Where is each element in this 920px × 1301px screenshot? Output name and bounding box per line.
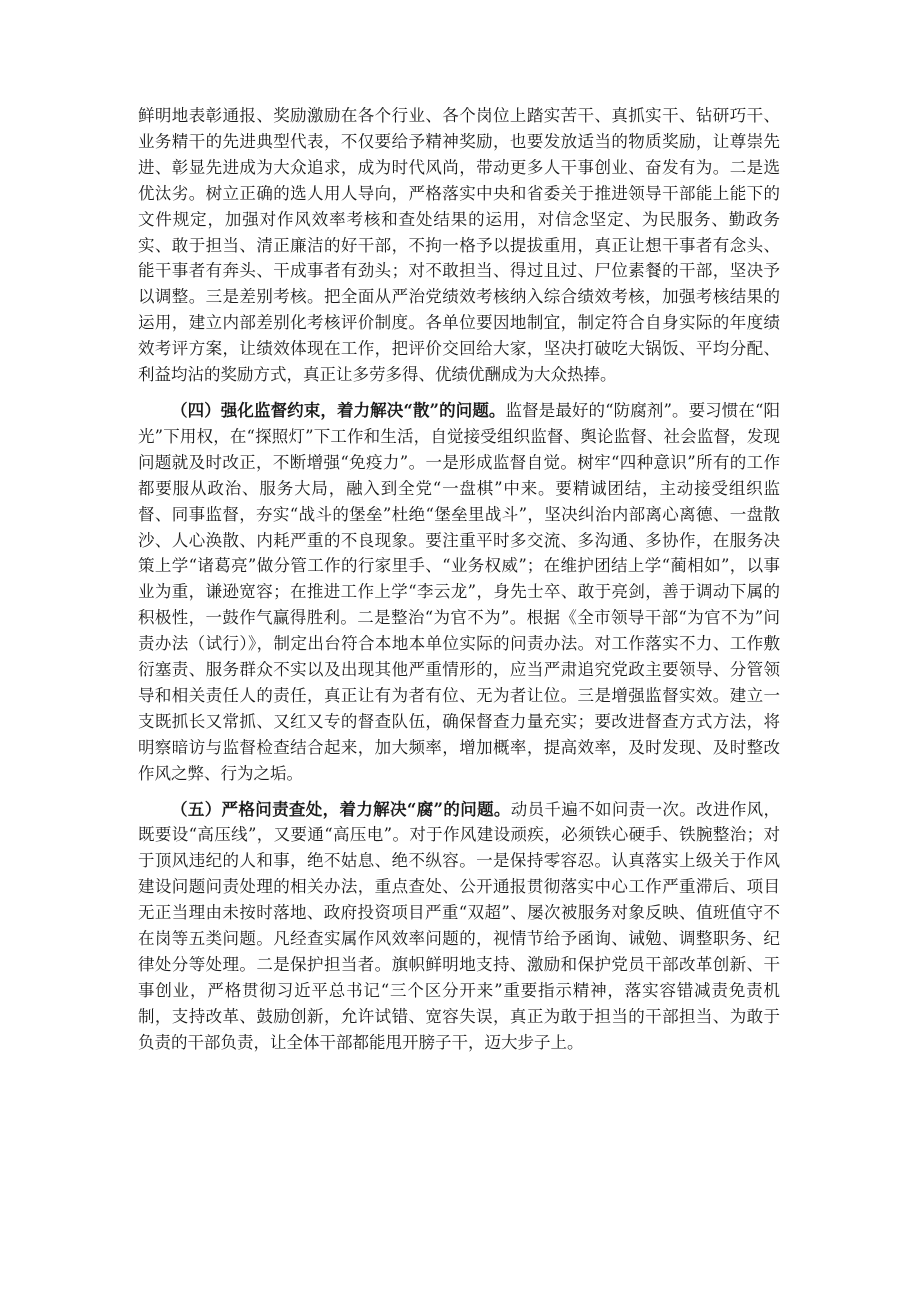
paragraph-continuation: [138, 103, 780, 388]
paragraph-body: 监督是最好的“防腐剂”。要习惯在“阳光”下用权，在“探照灯”下工作和生活，自觉接受组织监督、舆论监督、社会监督，发现问题就及时改正，不断增强“免疫力”。一是形成监督自觉。树牢“四种意识”所有的工作都要服从政治、服务大局，融入到全党“一盘棋”中来。要精诚团结，主动接受组织监督、同事监督，夯实“战斗的堡垒”杜绝“堡垒里战斗”，坚决纠治内部离心离德、一盘散沙、人心涣散、内耗严重的不良现象。要注重平时多交流、多沟通、多协作，在服务决策上学“诸葛亮”做分管工作的行家里手、“业务权威”；在维护团结上学“蔺相如”，以事业为重，谦逊宽容；在推进工作上学“李云龙”，身先士卒、敢于亮剑，善于调动下属的积极性，一鼓作气赢得胜利。二是整治“为官不为”。根据《全市领导干部“为官不为”问责办法（试行）》，制定出台符合本地本单位实际的问责办法。对工作落实不力、工作敷衍塞责、服务群众不实以及出现其他严重情形的，应当严肃追究党政主要领导、分管领导和相关责任人的责任，真正让有为者有位、无为者让位。三是增强监督实效。建立一支既抓长又常抓、又红又专的督查队伍，确保督查力量充实；要改进督查方式方法，将明察暗访与监督检查结合起来，加大频率，增加概率，提高效率，及时发现、及时整改作风之弊、行为之垢。: [138, 400, 780, 783]
paragraph-body: 鲜明地表彰通报、奖励激励在各个行业、各个岗位上踏实苦干、真抓实干、钻研巧干、业务精干的先进典型代表，不仅要给予精神奖励，也要发放适当的物质奖励，让尊崇先进、彰显先进成为大众追求，成为时代风尚，带动更多人干事创业、奋发有为。二是选优汰劣。树立正确的选人用人导向，严格落实中央和省委关于推进领导干部能上能下的文件规定，加强对作风效率考核和查处结果的运用，对信念坚定、为民服务、勤政务实、敢于担当、清正廉洁的好干部，不拘一格予以提拔重用，真正让想干事者有念头、能干事者有奔头、干成事者有劲头；对不敢担当、得过且过、尸位素餐的干部，坚决予以调整。三是差别考核。把全面从严治党绩效考核纳入综合绩效考核，加强考核结果的运用，建立内部差别化考核评价制度。各单位要因地制宜，制定符合自身实际的年度绩效考评方案，让绩效体现在工作，把评价交回给大家，坚决打破吃大锅饭、平均分配、利益均沾的奖励方式，真正让多劳多得、优绩优酬成为大众热捧。: [138, 106, 780, 385]
document-body: [138, 103, 780, 1066]
paragraph-section-four: [138, 398, 780, 787]
section-heading-five: （五）严格问责查处，着力解决“腐”的问题。: [171, 799, 511, 819]
paragraph-body: 动员千遍不如问责一次。改进作风，既要设“高压线”，又要通“高压电”。对于作风建设顽疾，必须铁心硬手、铁腕整治；对于顶风违纪的人和事，绝不姑息、绝不纵容。一是保持零容忍。认真落实上级关于作风建设问题问责处理的相关办法，重点查处、公开通报贯彻落实中心工作严重滞后、项目无正当理由未按时落地、政府投资项目严重“双超”、屡次被服务对象反映、值班值守不在岗等五类问题。凡经查实属作风效率问题的，视情节给予函询、诫勉、调整职务、纪律处分等处理。二是保护担当者。旗帜鲜明地支持、激励和保护党员干部改革创新、干事创业，严格贯彻习近平总书记“三个区分开来”重要指示精神，落实容错减责免责机制，支持改革、鼓励创新，允许试错、宽容失误，真正为敢于担当的干部担当、为敢于负责的干部负责，让全体干部都能甩开膀子干，迈大步子上。: [138, 799, 781, 1052]
section-heading-four: （四）强化监督约束，着力解决“散”的问题。: [171, 400, 506, 420]
paragraph-section-five: [138, 797, 780, 1056]
